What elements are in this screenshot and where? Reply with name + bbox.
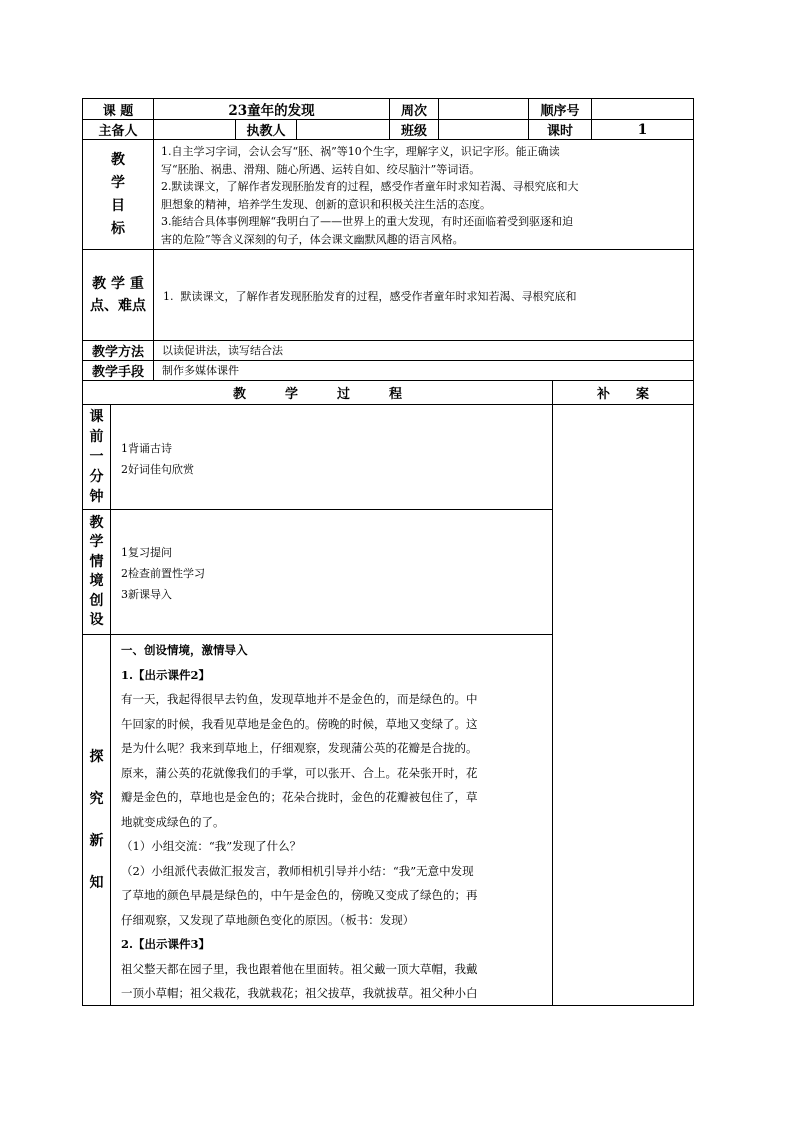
- key-points-line: 1. 默读课文，了解作者发现胚胎发育的过程，感受作者童年时求知若渴、寻根究底和: [163, 290, 577, 303]
- goals-line: 2.默读课文，了解作者发现胚胎发育的过程，感受作者童年时求知若渴、寻根究底和大: [161, 180, 579, 193]
- key-points-label-line: 点、难点: [90, 298, 146, 314]
- explore-line: 仔细观察，又发现了草地颜色变化的原因。（板书：发现）: [121, 912, 415, 927]
- week-label: 周次: [389, 98, 439, 120]
- explore-label-char: 究: [89, 791, 104, 807]
- goals-label: [82, 139, 154, 250]
- teacher-value: [296, 119, 390, 140]
- goals-label-char: 标: [111, 220, 125, 237]
- before-class-content: [110, 404, 553, 510]
- explore-content: [110, 634, 553, 1006]
- explore-line: 2.【出示课件3】: [121, 937, 211, 951]
- explore-line: 是为什么呢？我来到草地上，仔细观察，发现蒲公英的花瓣是合拢的。: [121, 741, 478, 755]
- list-item: 2检查前置性学习: [121, 567, 205, 580]
- situation-label: [82, 509, 111, 635]
- explore-line: 原来，蒲公英的花就像我们的手掌，可以张开、合上。花朵张开时，花: [121, 765, 478, 780]
- key-points-label: [82, 249, 154, 341]
- key-points-content: [153, 249, 694, 341]
- situation-label-char: 学: [89, 534, 104, 550]
- goals-line: 写“胚胎、祸患、滑翔、随心所遇、运转自如、绞尽脑汁”等词语。: [161, 162, 481, 176]
- goals-line: 1.自主学习字词，会认会写“胚、祸”等10个生字，理解字义，识记字形。能正确读: [161, 145, 560, 158]
- explore-label-char: 知: [89, 875, 104, 891]
- list-item: 3新课导入: [121, 588, 172, 601]
- explore-line: 祖父整天都在园子里，我也跟着他在里面转。祖父戴一顶大草帽，我戴: [121, 961, 478, 976]
- situation-label-char: 创: [89, 592, 104, 609]
- before-class-label-char: 钟: [89, 489, 104, 505]
- before-class-label-char: 分: [89, 469, 104, 485]
- key-points-label-line: 教 学 重: [92, 276, 144, 292]
- goals-label-char: 目: [111, 197, 125, 214]
- situation-label-char: 设: [89, 612, 104, 628]
- list-item: 1背诵古诗: [121, 442, 172, 455]
- order-label: 顺序号: [528, 98, 592, 120]
- explore-line: 瓣是金色的，草地也是金色的；花朵合拢时，金色的花瓣被包住了，草: [121, 790, 478, 804]
- topic-value: 23童年的发现: [153, 98, 390, 120]
- preparer-value: [153, 119, 236, 140]
- week-value: [438, 98, 529, 120]
- goals-line: 害的危险”等含义深刻的句子，体会课文幽默风趣的语言风格。: [161, 232, 464, 246]
- goals-line: 胆想象的精神，培养学生发现、创新的意识和积极关注生活的态度。: [161, 197, 491, 211]
- explore-line: 1.【出示课件2】: [121, 667, 211, 682]
- list-item: 2好词佳句欣赏: [121, 463, 194, 476]
- goals-label-char: 学: [111, 174, 125, 191]
- means-value: 制作多媒体课件: [153, 360, 694, 381]
- preparer-label: 主备人: [82, 119, 154, 140]
- order-value: [591, 98, 694, 120]
- period-label: 课时: [528, 119, 592, 140]
- situation-content: [110, 509, 553, 635]
- topic-label: 课 题: [82, 98, 154, 120]
- situation-label-char: 境: [89, 573, 104, 589]
- before-class-label-char: 前: [89, 429, 104, 445]
- explore-label-char: 新: [89, 833, 104, 849]
- explore-line: （2）小组派代表做汇报发言，教师相机引导并小结：“我”无意中发现: [121, 863, 474, 878]
- situation-label-char: 情: [89, 553, 104, 570]
- list-item: 1复习提问: [121, 546, 172, 559]
- process-header: 教 学 过 程: [82, 380, 553, 405]
- period-value: 1: [591, 119, 694, 140]
- class-value: [438, 119, 529, 140]
- explore-label-char: 探: [89, 749, 104, 765]
- explore-line: 了草地的颜色早晨是绿色的，中午是金色的，傍晚又变成了绿色的；再: [121, 888, 478, 902]
- before-class-label: [82, 404, 111, 510]
- before-class-label-char: 一: [89, 449, 104, 465]
- explore-label: [82, 634, 111, 1006]
- supplement-header: 补 案: [552, 380, 694, 405]
- explore-line: 有一天，我起得很早去钓鱼，发现草地并不是金色的，而是绿色的。中: [121, 692, 478, 706]
- class-label: 班级: [389, 119, 439, 140]
- supplement-column: [552, 404, 694, 1006]
- means-label: 教学手段: [82, 360, 154, 381]
- goals-content: [153, 139, 694, 250]
- method-value: 以读促讲法，读写结合法: [153, 340, 694, 361]
- teacher-label: 执教人: [235, 119, 297, 140]
- explore-line: 一顶小草帽；祖父栽花，我就栽花；祖父拔草，我就拔草。祖父种小白: [121, 986, 478, 1000]
- explore-line: （1）小组交流：“我”发现了什么？: [121, 839, 302, 853]
- method-label: 教学方法: [82, 340, 154, 361]
- goals-line: 3.能结合具体事例理解“我明白了——世界上的重大发现，有时还面临着受到驱逐和迫: [161, 215, 574, 228]
- explore-line: 地就变成绿色的了。: [121, 814, 225, 829]
- explore-line: 午回家的时候，我看见草地是金色的。傍晚的时候，草地又变绿了。这: [121, 716, 478, 731]
- situation-label-char: 教: [89, 514, 104, 531]
- goals-label-char: 教: [111, 151, 125, 168]
- explore-line: 一、创设情境，激情导入: [121, 643, 248, 657]
- before-class-label-char: 课: [89, 409, 104, 425]
